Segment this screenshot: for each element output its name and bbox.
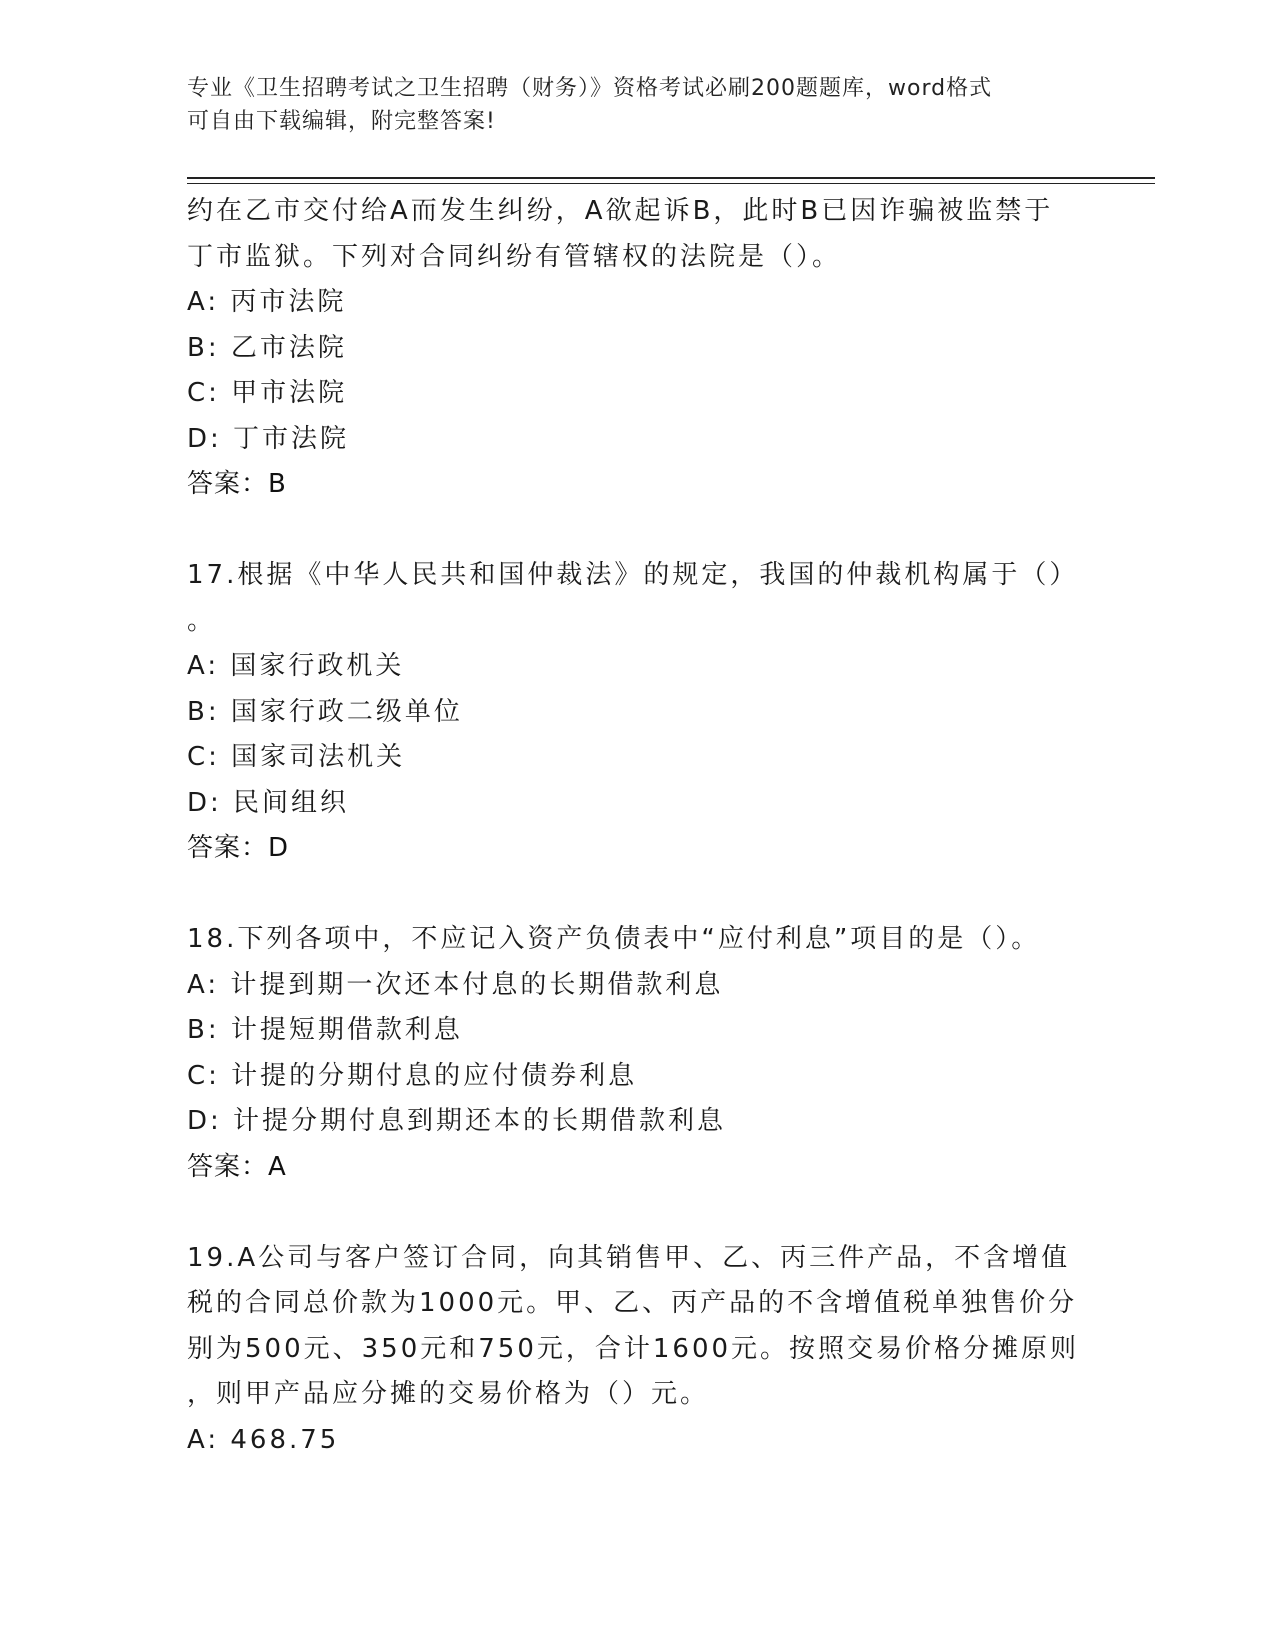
document-header xyxy=(187,72,1067,138)
question-stem: 约在乙市交付给A而发生纠纷，A欲起诉B，此时B已因诈骗被监禁于 xyxy=(187,196,1054,226)
question-stem: 丁市监狱。下列对合同纠纷有管辖权的法院是（）。 xyxy=(187,241,842,272)
header-line-1: 专业《卫生招聘考试之卫生招聘（财务）》资格考试必刷200题题库，word格式 xyxy=(187,76,993,101)
option-b: B: 国家行政二级单位 xyxy=(187,696,463,727)
question-stem: 18.下列各项中，不应记入资产负债表中“应付利息”项目的是（）。 xyxy=(187,924,1041,954)
header-divider-thick xyxy=(187,177,1155,179)
option-c: C: 计提的分期付息的应付债券利息 xyxy=(187,1060,638,1091)
option-d: D: 民间组织 xyxy=(187,787,350,818)
question-stem: 。 xyxy=(187,605,217,636)
question-17 xyxy=(187,553,1087,872)
option-b: B: 计提短期借款利息 xyxy=(187,1015,463,1045)
spacer xyxy=(187,872,1087,918)
option-c: C: 甲市法院 xyxy=(187,378,348,408)
question-stem: ，则甲产品应分摊的交易价格为（）元。 xyxy=(187,1379,710,1409)
option-a: A: 计提到期一次还本付息的长期借款利息 xyxy=(187,969,724,1000)
answer-line: 答案：D xyxy=(187,833,290,863)
header-divider-thin xyxy=(187,183,1155,184)
question-18 xyxy=(187,917,1087,1190)
header-line-2: 可自由下载编辑，附完整答案! xyxy=(187,109,496,134)
question-stem: 税的合同总价款为1000元。甲、乙、丙产品的不含增值税单独售价分 xyxy=(187,1288,1078,1318)
question-stem: 别为500元、350元和750元，合计1600元。按照交易价格分摊原则 xyxy=(187,1333,1080,1364)
option-b: B: 乙市法院 xyxy=(187,332,347,363)
option-d: D: 计提分期付息到期还本的长期借款利息 xyxy=(187,1106,727,1136)
option-a: A: 丙市法院 xyxy=(187,287,347,317)
answer-line: 答案：A xyxy=(187,1151,287,1182)
option-c: C: 国家司法机关 xyxy=(187,742,406,772)
spacer xyxy=(187,508,1087,554)
question-list xyxy=(187,189,1087,1463)
answer-line: 答案：B xyxy=(187,469,287,499)
option-a: A: 国家行政机关 xyxy=(187,651,405,681)
spacer xyxy=(187,1190,1087,1236)
question-stem: 19.A公司与客户签订合同，向其销售甲、乙、丙三件产品，不含增值 xyxy=(187,1242,1071,1273)
question-19 xyxy=(187,1236,1087,1464)
option-d: D: 丁市法院 xyxy=(187,423,350,454)
question-16 xyxy=(187,189,1087,508)
option-a: A: 468.75 xyxy=(187,1424,340,1455)
question-stem: 17.根据《中华人民共和国仲裁法》的规定，我国的仲裁机构属于（） xyxy=(187,560,1079,590)
